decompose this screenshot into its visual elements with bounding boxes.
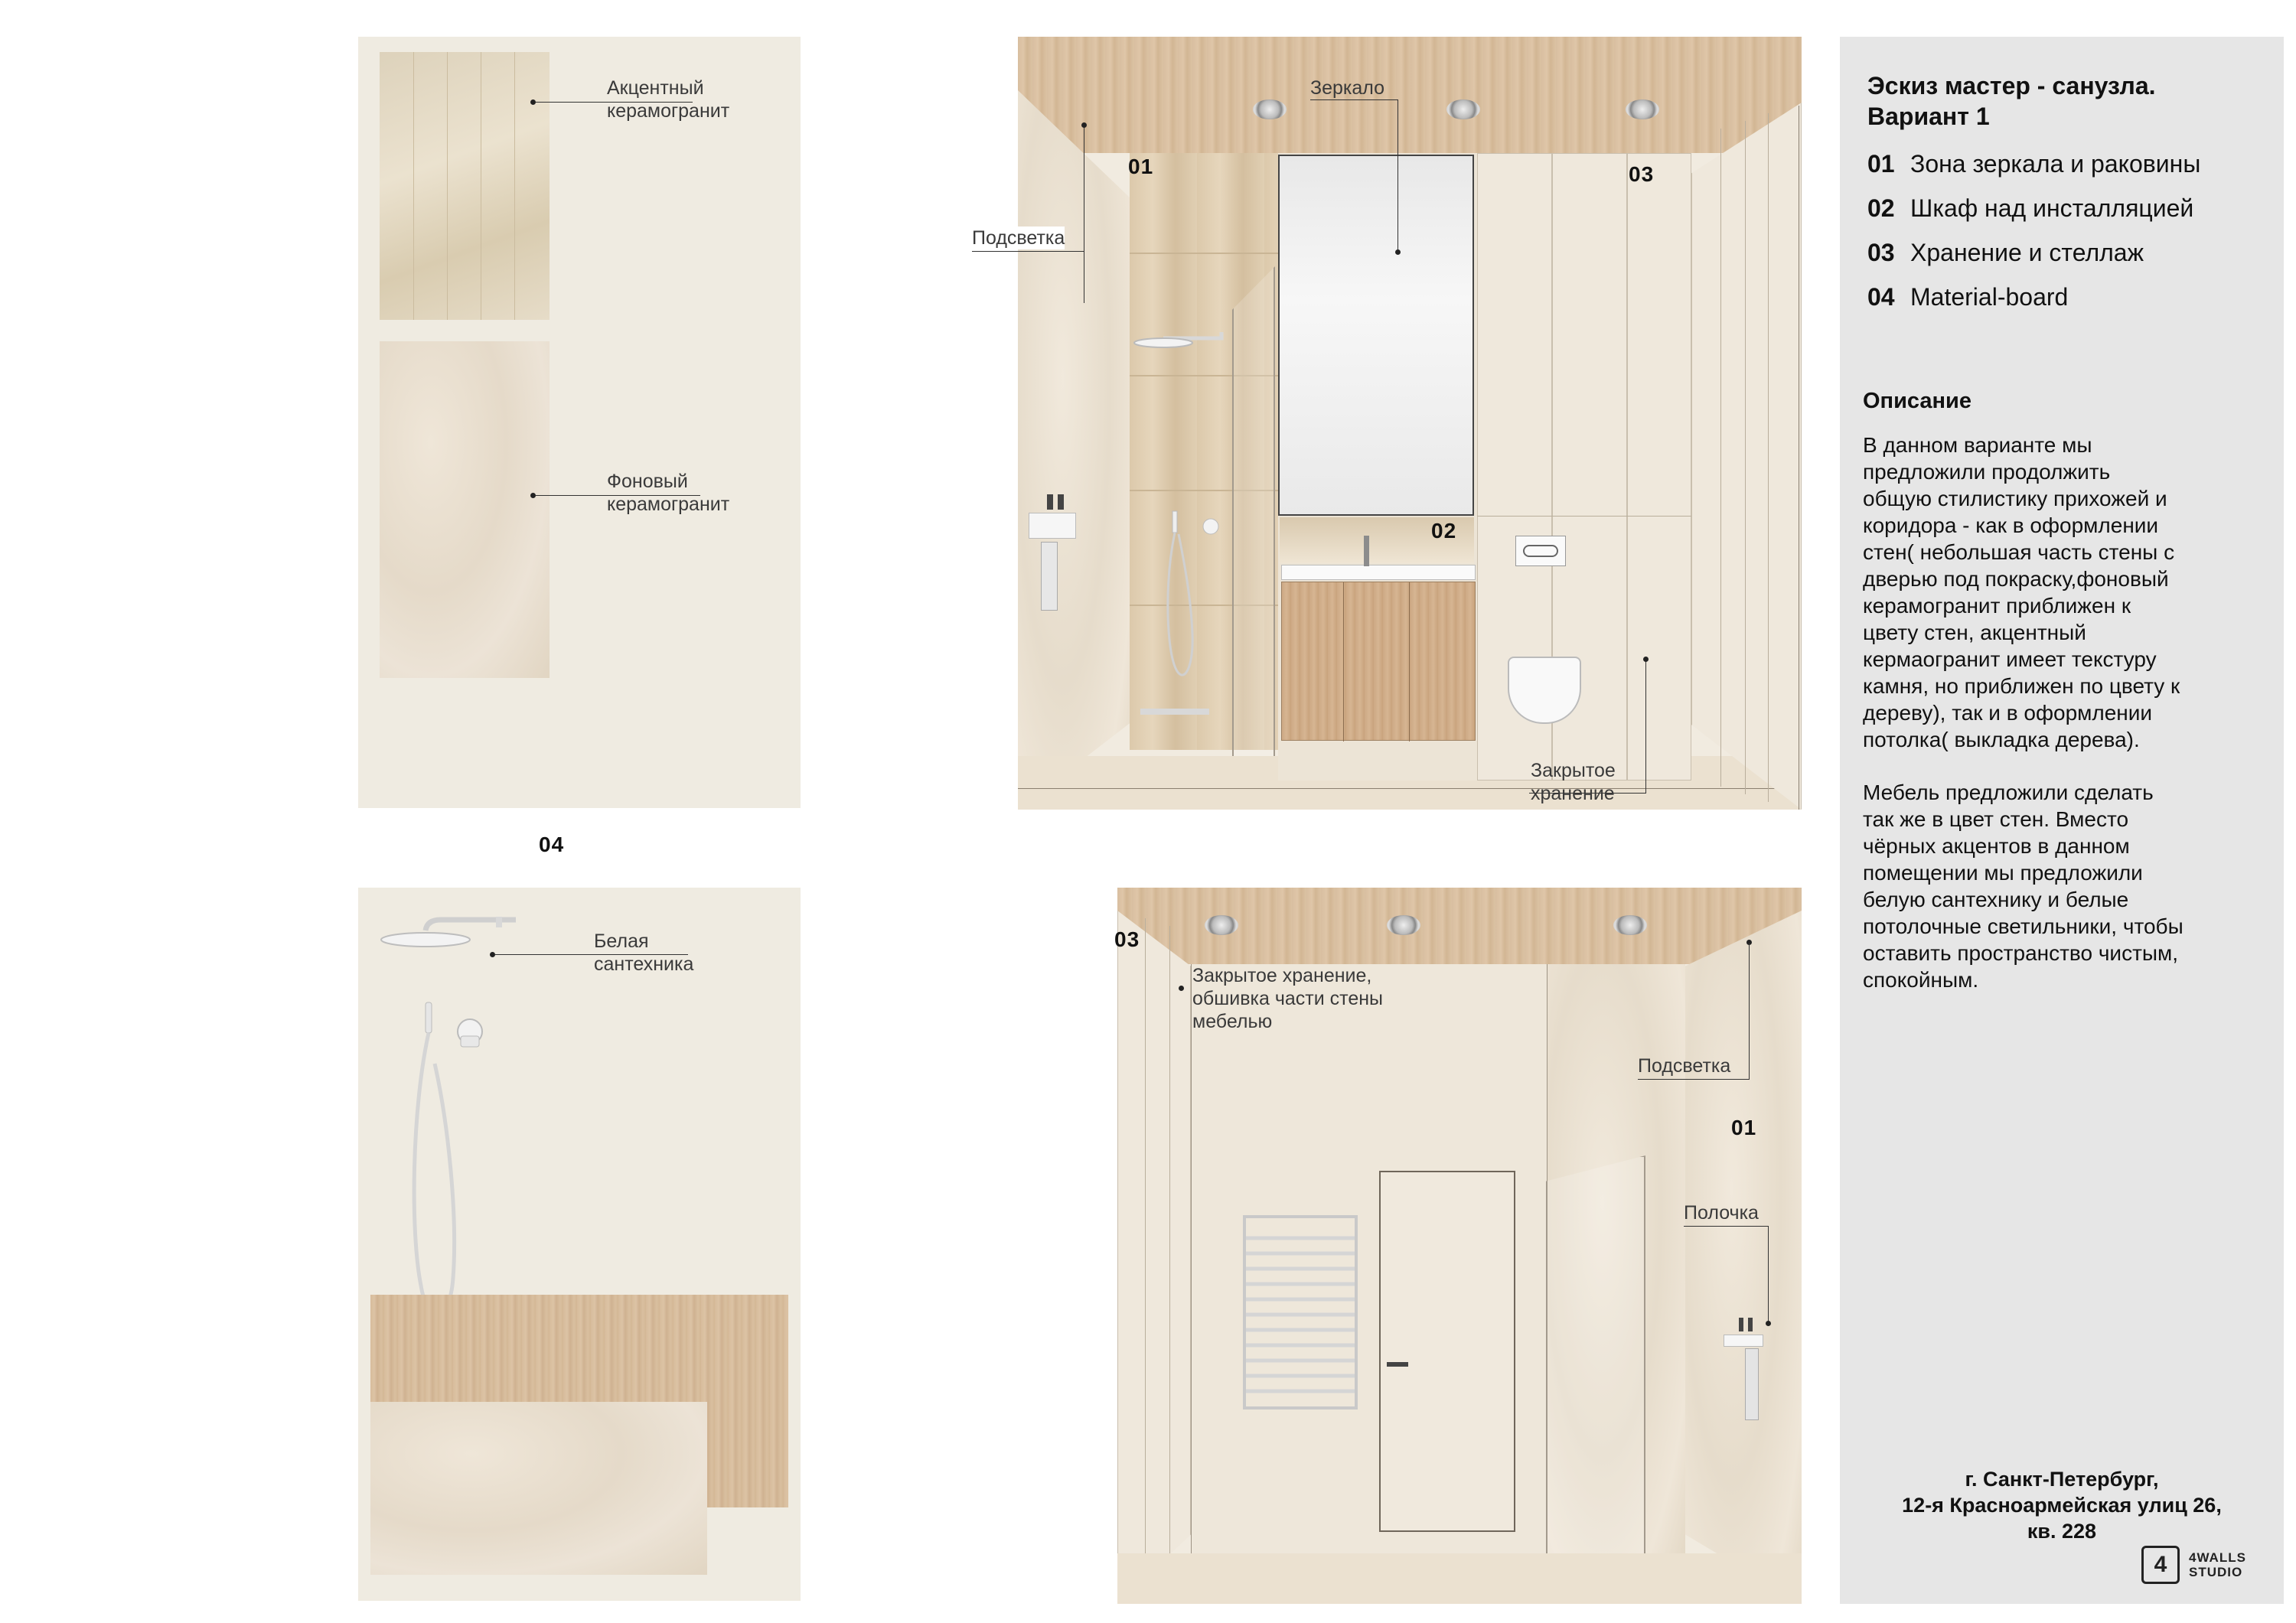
accent-leader-dot <box>530 99 536 105</box>
render-view-1 <box>1018 37 1802 810</box>
towel <box>1041 542 1058 611</box>
toilet <box>1508 657 1581 724</box>
plumbing-label: Белая сантехника <box>594 930 694 975</box>
door-handle-icon[interactable] <box>1387 1362 1408 1367</box>
soap-shelf <box>1029 513 1076 539</box>
info-panel <box>1840 37 2284 1604</box>
description-paragraph-2: Мебель предложили сделать так же в цвет стен. Вместо чёрных акцентов в данном помещении мы предложили белую сантехнику и белые потолочные светильники, чтобы оставить пространство чистым, спокойным. <box>1863 781 2183 992</box>
material-board-top <box>358 37 801 808</box>
storage-column-3 <box>1627 153 1691 781</box>
sketch-title: Эскиз мастер - санузла. Вариант 1 <box>1867 72 2156 130</box>
legend-list <box>1867 148 2273 312</box>
accent-tile-label: Акцентный керамогранит <box>607 77 730 122</box>
rain-shower-icon <box>1130 324 1229 363</box>
studio-logo-icon: 4 <box>2141 1546 2180 1584</box>
glass-shower-partition <box>1546 1155 1645 1584</box>
towel-radiator-icon <box>1243 1215 1358 1410</box>
legend-item: 04 Material-board <box>1867 283 2069 311</box>
ceiling-light-icon <box>1253 99 1287 119</box>
faucet-icon <box>1364 536 1369 566</box>
background-leader-dot <box>530 493 536 498</box>
shower-head-icon <box>380 917 502 963</box>
vanity-cabinet <box>1281 582 1476 741</box>
background-tile-sample <box>380 341 550 678</box>
ceiling-light-icon <box>1387 915 1420 935</box>
shelf <box>1724 1335 1763 1347</box>
description-heading: Описание <box>1863 389 1971 413</box>
plumbing-leader-dot <box>490 952 495 957</box>
sink-top <box>1281 565 1476 580</box>
shelving-unit <box>1691 103 1802 810</box>
backlight-label-top: Подсветка <box>972 227 1065 249</box>
legend-item: 01 Зона зеркала и раковины <box>1867 150 2201 178</box>
marker-03: 03 <box>1114 927 1140 951</box>
address: г. Санкт-Петербург, 12-я Красноармейская улиц 26, кв. 228 <box>1902 1468 2222 1543</box>
backlight-label-bottom: Подсветка <box>1638 1055 1731 1077</box>
closed-storage-label-top: Закрытое хранение <box>1531 760 1616 804</box>
background-tile-label: Фоновый керамогранит <box>607 471 730 515</box>
wood-ceiling <box>1018 37 1802 153</box>
shelf-label: Полочка <box>1684 1202 1759 1224</box>
board-number: 04 <box>539 833 565 856</box>
towel <box>1745 1348 1759 1420</box>
marker-01: 01 <box>1128 155 1154 178</box>
render-view-2 <box>1114 888 1802 1604</box>
marker-03: 03 <box>1629 162 1655 186</box>
hand-shower-icon <box>1163 511 1232 695</box>
floor <box>1117 1553 1802 1604</box>
right-wall <box>1685 911 1802 1604</box>
ceiling-light-icon <box>1626 99 1659 119</box>
ceiling-light-icon <box>1446 99 1480 119</box>
studio-brand: 4WALLS STUDIO <box>2189 1550 2246 1579</box>
closed-storage-label-bottom: Закрытое хранение, обшивка части стены мебелью <box>1192 965 1383 1032</box>
description-paragraph-1: В данном варианте мы предложили продолжить общую стилистику прихожей и коридора - как в оформлении стен( небольшая часть стены с дверью под покраску,фоновый керамогранит приближен к цвету стен, акцентный кермаогранит имеет текстуру камня, но приближен по цвету к дереву), так и в оформлении потолка( выкладка дерева). <box>1863 433 2180 751</box>
marble-tile-sample <box>370 1402 707 1575</box>
marker-02: 02 <box>1431 519 1457 543</box>
glass-shower-partition <box>1232 266 1275 810</box>
legend-item: 03 Хранение и стеллаж <box>1867 239 2144 266</box>
left-wall <box>1018 90 1130 810</box>
accent-tile-sample <box>380 52 550 320</box>
material-board-bottom <box>358 888 801 1601</box>
mirror-label: Зеркало <box>1310 77 1385 99</box>
marker-01: 01 <box>1731 1116 1757 1139</box>
ceiling-light-icon <box>1205 915 1238 935</box>
storage-cladding <box>1117 911 1191 1604</box>
ceiling-light-icon <box>1613 915 1647 935</box>
door[interactable] <box>1379 1171 1515 1532</box>
legend-item: 02 Шкаф над инсталляцией <box>1867 194 2194 222</box>
mirror <box>1278 155 1474 516</box>
